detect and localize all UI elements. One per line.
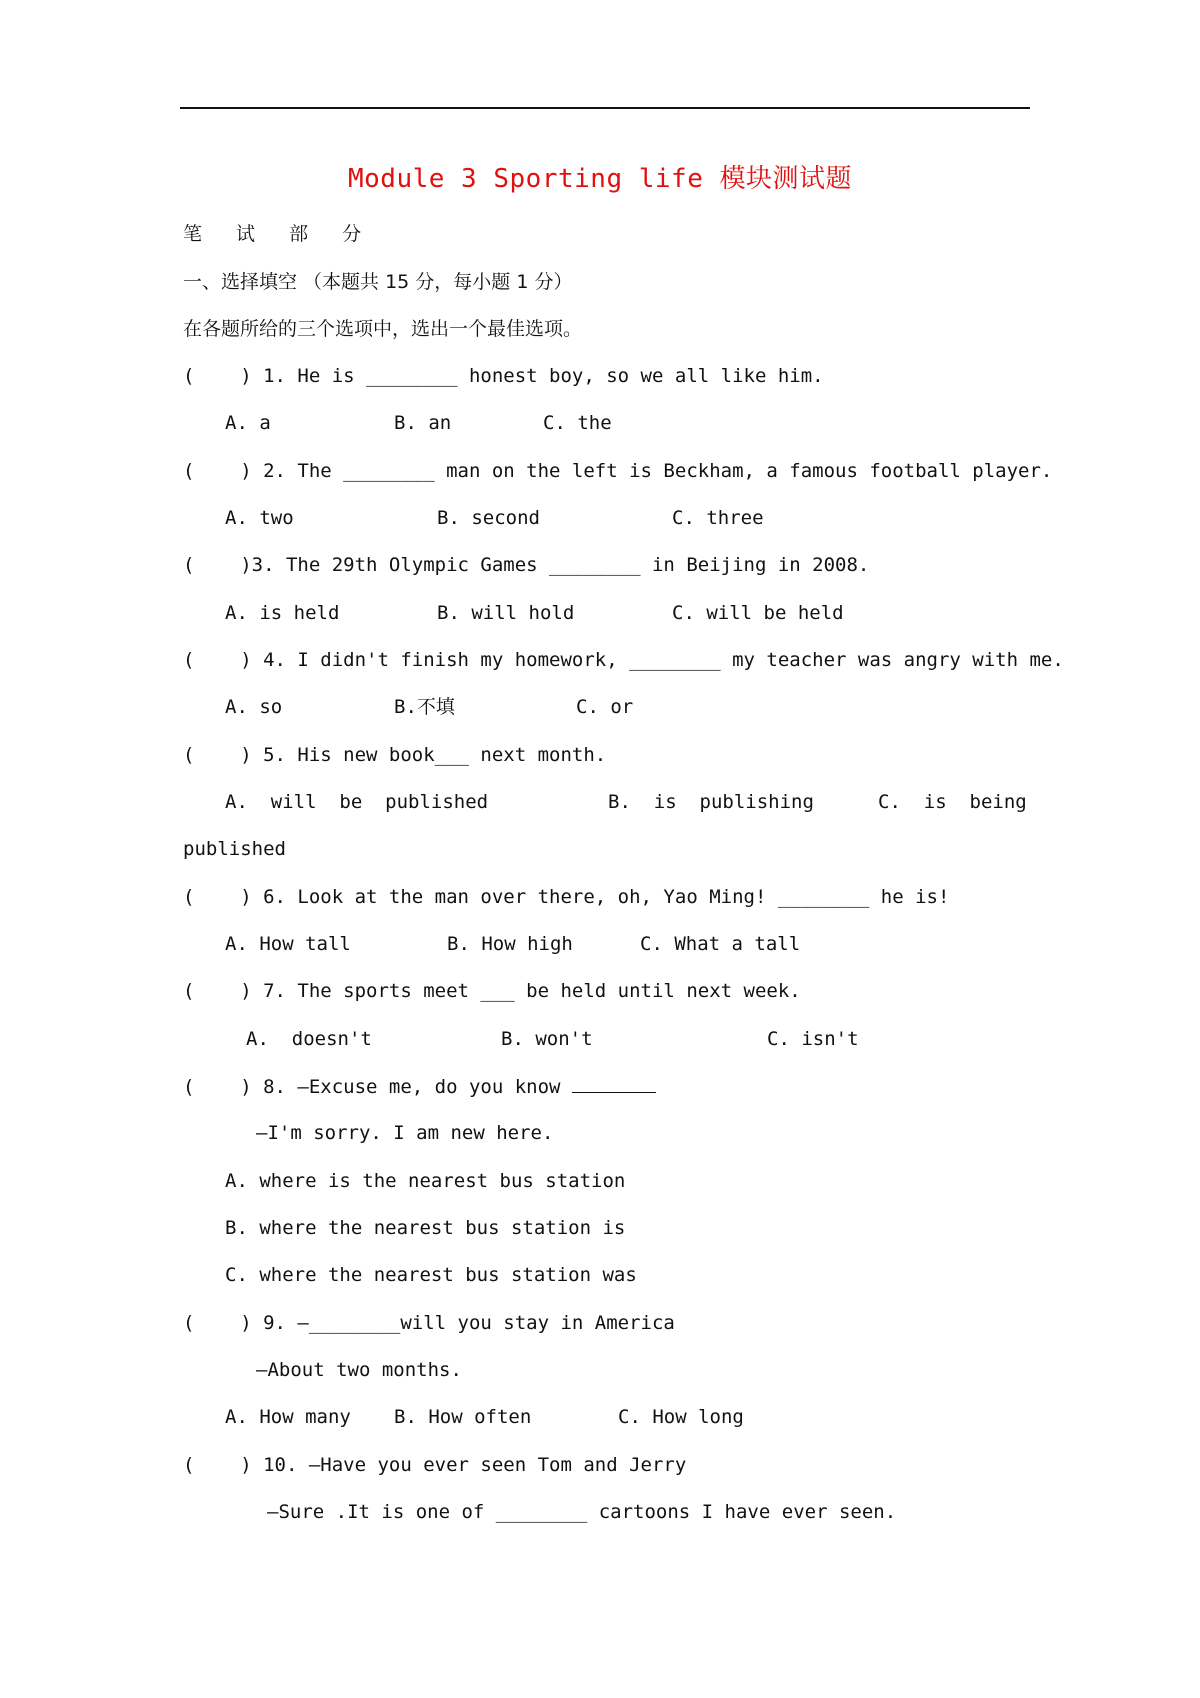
option-a: A. where is the nearest bus station [225,1170,626,1192]
option-a: A. a [225,412,271,434]
part1-instruction: 在各题所给的三个选项中，选出一个最佳选项。 [183,318,583,340]
question-stem: ( ) 2. The ________ man on the left is Beckham, a famous football player. [183,460,1053,482]
question-stem: ( ) 4. I didn't finish my homework, ________ my teacher was angry with me. [183,649,1064,671]
answer-blank [572,1074,656,1093]
option-c: C. is being [878,791,1027,813]
option-c: C. will be held [672,602,844,624]
option-c: C. or [576,696,634,718]
option-c: C. three [672,507,764,529]
option-c: C. How long [618,1406,744,1428]
question-stem [183,1074,656,1099]
option-b: B. an [394,412,452,434]
question-stem: ( ) 6. Look at the man over there, oh, Yao Ming! ________ he is! [183,886,950,908]
option-c: C. where the nearest bus station was [225,1264,637,1286]
option-a: A. two [225,507,294,529]
dialogue-reply: —Sure .It is one of ________ cartoons I have ever seen. [267,1501,897,1523]
option-c: C. What a tall [640,933,801,955]
option-b: B. How often [394,1406,532,1428]
header-rule [180,107,1030,109]
option-b: B. where the nearest bus station is [225,1217,626,1239]
question-stem-text: ( ) 8. —Excuse me, do you know [183,1076,561,1098]
option-a: A. How tall [225,933,351,955]
option-c: C. isn't [767,1028,859,1050]
option-a: A. will be published [225,791,489,813]
question-stem: ( ) 5. His new book___ next month. [183,744,607,766]
option-b: B. How high [447,933,573,955]
dialogue-reply: —I'm sorry. I am new here. [256,1122,554,1144]
question-stem: ( ) 10. —Have you ever seen Tom and Jerry [183,1454,687,1476]
option-continuation: published [183,838,286,860]
dialogue-reply: —About two months. [256,1359,462,1381]
option-a: A. How many [225,1406,351,1428]
question-stem: ( )3. The 29th Olympic Games ________ in Beijing in 2008. [183,554,870,576]
option-b: B. is publishing [608,791,814,813]
document-title: Module 3 Sporting life 模块测试题 [347,164,853,194]
option-a: A. so [225,696,283,718]
part1-heading: 一、选择填空 （本题共 15 分，每小题 1 分） [183,271,573,293]
option-a: A. is held [225,602,340,624]
question-stem: ( ) 1. He is ________ honest boy, so we all like him. [183,365,824,387]
section-heading: 笔 试 部 分 [183,223,376,245]
question-stem: ( ) 9. —________will you stay in America [183,1312,675,1334]
option-b: B.不填 [394,696,455,718]
option-b: B. will hold [437,602,575,624]
option-a: A. doesn't [246,1028,372,1050]
question-stem: ( ) 7. The sports meet ___ be held until next week. [183,980,801,1002]
option-b: B. won't [501,1028,593,1050]
option-b: B. second [437,507,540,529]
option-c: C. the [543,412,612,434]
